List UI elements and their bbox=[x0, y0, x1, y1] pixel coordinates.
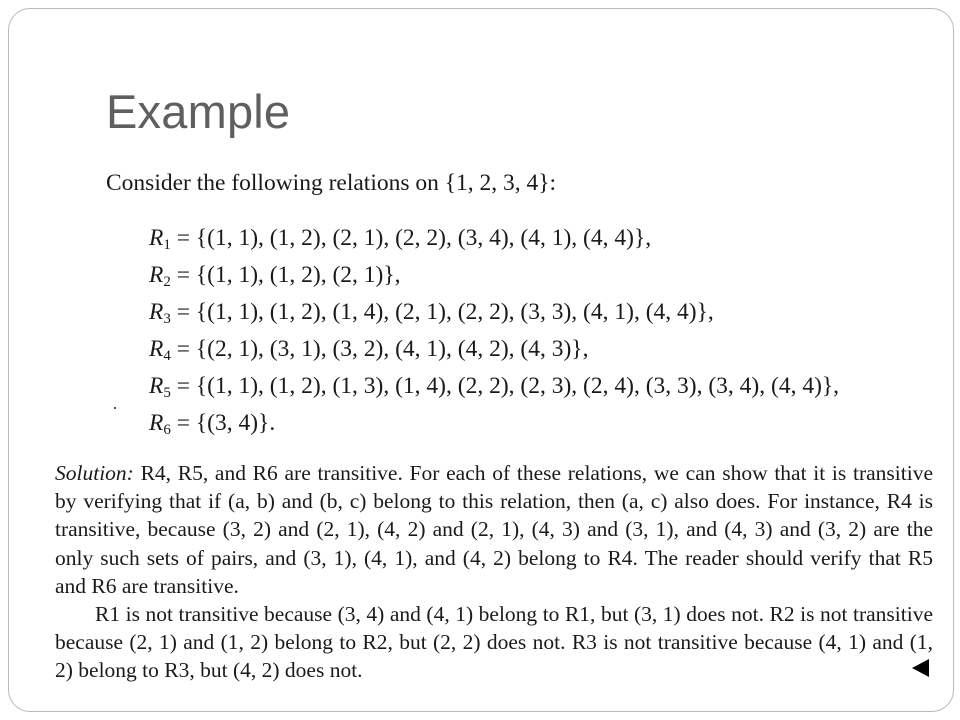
relation-r1 bbox=[149, 220, 839, 257]
relation-value: = {(1, 1), (1, 2), (2, 1)}, bbox=[176, 262, 401, 288]
relation-value: = {(1, 1), (1, 2), (1, 3), (1, 4), (2, 2), (2, 3), (2, 4), (3, 3), (3, 4), (4, 4)}, bbox=[176, 373, 840, 399]
relation-subscript: 6 bbox=[163, 422, 171, 438]
solution-paragraph-2 bbox=[55, 600, 933, 685]
solution-text-1: R4, R5, and R6 are transitive. For each of these relations, we can show that it is transitive by verifying that if (a, b) and (b, c) belong to this relation, then (a, c) also does. For instance, R4 is transitive, because (3, 2) and (2, 1), (4, 2) and (2, 1), (4, 3) and (3, 1), and (4, 3) and (3, 2) are the only such sets of pairs, and (3, 1), (4, 1), and (4, 2) belong to R4. The reader should verify that R5 and R6 are transitive. bbox=[55, 461, 933, 598]
relation-r6 bbox=[149, 405, 839, 442]
intro-text: Consider the following relations on {1, 2, 3, 4}: bbox=[106, 170, 557, 196]
relation-subscript: 2 bbox=[163, 274, 171, 290]
slide-title: Example bbox=[106, 85, 291, 138]
stray-dot bbox=[114, 407, 116, 409]
relation-r5 bbox=[149, 368, 839, 405]
relation-symbol: R bbox=[149, 373, 164, 399]
relation-value: = {(1, 1), (1, 2), (2, 1), (2, 2), (3, 4), (4, 1), (4, 4)}, bbox=[176, 225, 652, 251]
relation-value: = {(1, 1), (1, 2), (1, 4), (2, 1), (2, 2), (3, 3), (4, 1), (4, 4)}, bbox=[176, 299, 714, 325]
relation-symbol: R bbox=[149, 225, 164, 251]
relation-r2 bbox=[149, 257, 839, 294]
relation-value: = {(2, 1), (3, 1), (3, 2), (4, 1), (4, 2), (4, 3)}, bbox=[176, 336, 589, 362]
relations-list bbox=[149, 220, 839, 442]
relation-value: = {(3, 4)}. bbox=[176, 410, 276, 436]
relation-r4 bbox=[149, 331, 839, 368]
relation-subscript: 1 bbox=[163, 237, 171, 253]
solution-block bbox=[55, 459, 933, 685]
solution-text-2: R1 is not transitive because (3, 4) and (4, 1) belong to R1, but (3, 1) does not. R2 is not transitive because (2, 1) and (1, 2) belong to R2, but (2, 2) does not. R3 is not transitive because (4, 1) and (1, 2) belong to R3, but (4, 2) does not. bbox=[55, 602, 933, 683]
relation-symbol: R bbox=[149, 299, 164, 325]
solution-paragraph-1 bbox=[55, 459, 933, 600]
relation-r3 bbox=[149, 294, 839, 331]
relation-subscript: 3 bbox=[163, 311, 171, 327]
relation-subscript: 4 bbox=[163, 348, 171, 364]
relation-subscript: 5 bbox=[163, 385, 171, 401]
relation-symbol: R bbox=[149, 262, 164, 288]
solution-label: Solution: bbox=[55, 461, 134, 485]
relation-symbol: R bbox=[149, 336, 164, 362]
relation-symbol: R bbox=[149, 410, 164, 436]
left-triangle-icon[interactable] bbox=[912, 659, 929, 677]
